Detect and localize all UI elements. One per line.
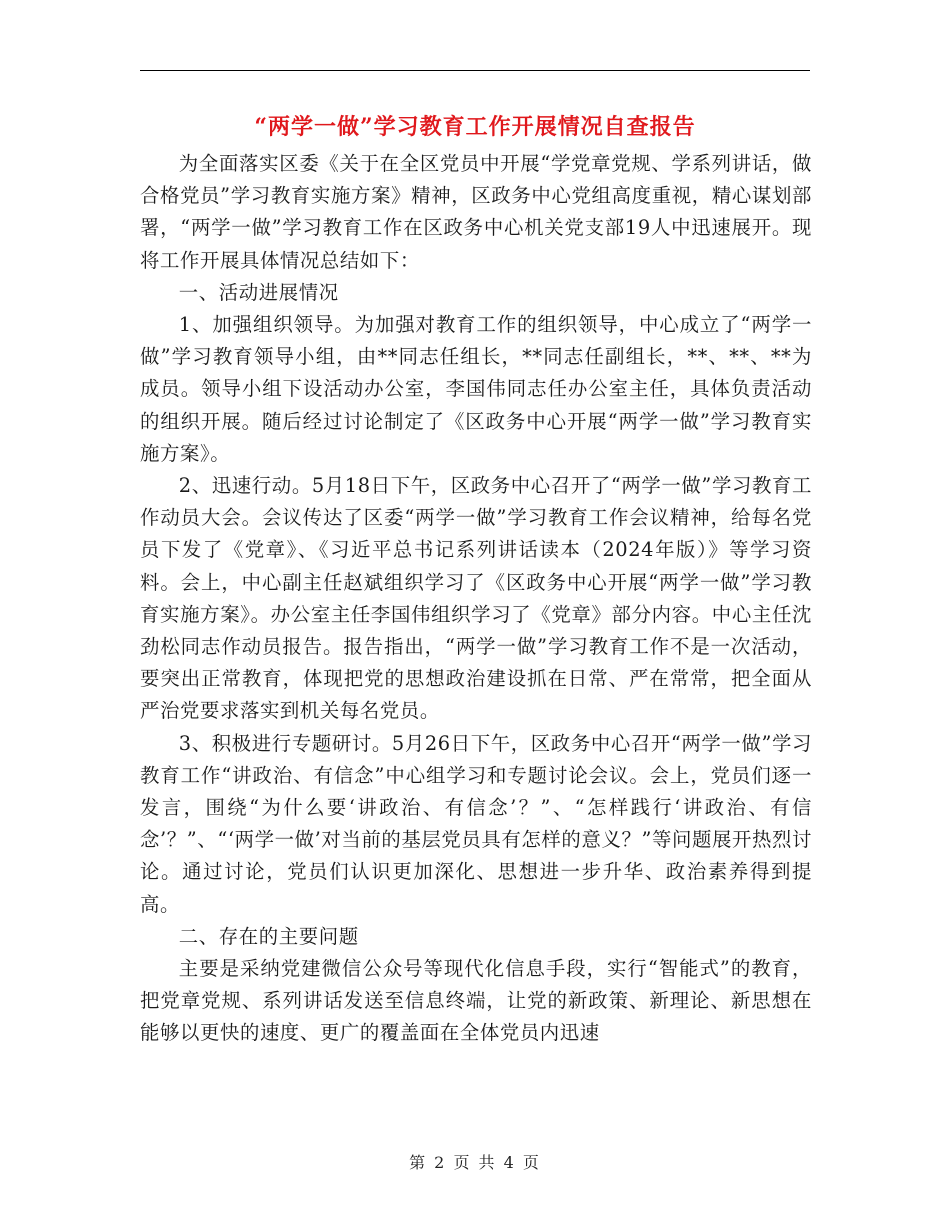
intro-paragraph: 为全面落实区委《关于在全区党员中开展“学党章党规、学系列讲话，做合格党员”学习教育实施方案》精神，区政务中心党组高度重视，精心谋划部署，“两学一做”学习教育工作在区政务中心机关党支部19人中迅速展开。现将工作开展具体情况总结如下： (140, 152, 812, 272)
section-heading-problems: 二、存在的主要问题 (178, 924, 359, 948)
document-body (140, 148, 812, 1050)
paragraph-seminar: 3、积极进行专题研讨。5月26日下午，区政务中心召开“两学一做”学习教育工作“讲政治、有信念”中心组学习和专题讨论会议。会上，党员们逐一发言，围绕“为什么要‘讲政治、有信念’？”、“怎样践行‘讲政治、有信念’？”、“‘两学一做’对当前的基层党员具有怎样的意义？”等问题展开热烈讨论。通过讨论，党员们认识更加深化、思想进一步升华、政治素养得到提高。 (140, 731, 812, 916)
section-heading-progress: 一、活动进展情况 (178, 280, 339, 304)
page-number-footer: 第 2 页 共 4 页 (409, 1153, 541, 1172)
document-title: “两学一做”学习教育工作开展情况自查报告 (254, 114, 696, 140)
paragraph-rapid-action: 2、迅速行动。5月18日下午，区政务中心召开了“两学一做”学习教育工作动员大会。会议传达了区委“两学一做”学习教育工作会议精神，给每名党员下发了《党章》、《习近平总书记系列讲话读本（2024年版）》等学习资料。会上，中心副主任赵斌组织学习了《区政务中心开展“两学一做”学习教育实施方案》。办公室主任李国伟组织学习了《党章》部分内容。中心主任沈劲松同志作动员报告。报告指出，“两学一做”学习教育工作不是一次活动，要突出正常教育，体现把党的思想政治建设抓在日常、严在常常，把全面从严治党要求落实到机关每名党员。 (140, 474, 812, 723)
paragraph-organization: 1、加强组织领导。为加强对教育工作的组织领导，中心成立了“两学一做”学习教育领导小组，由**同志任组长，**同志任副组长，**、**、**为成员。领导小组下设活动办公室，李国伟同志任办公室主任，具体负责活动的组织开展。随后经过讨论制定了《区政务中心开展“两学一做”学习教育实施方案》。 (140, 313, 812, 465)
header-rule (140, 70, 810, 71)
paragraph-problems: 主要是采纳党建微信公众号等现代化信息手段，实行“智能式”的教育，把党章党规、系列讲话发送至信息终端，让党的新政策、新理论、新思想在能够以更快的速度、更广的覆盖面在全体党员内迅速 (140, 957, 812, 1045)
